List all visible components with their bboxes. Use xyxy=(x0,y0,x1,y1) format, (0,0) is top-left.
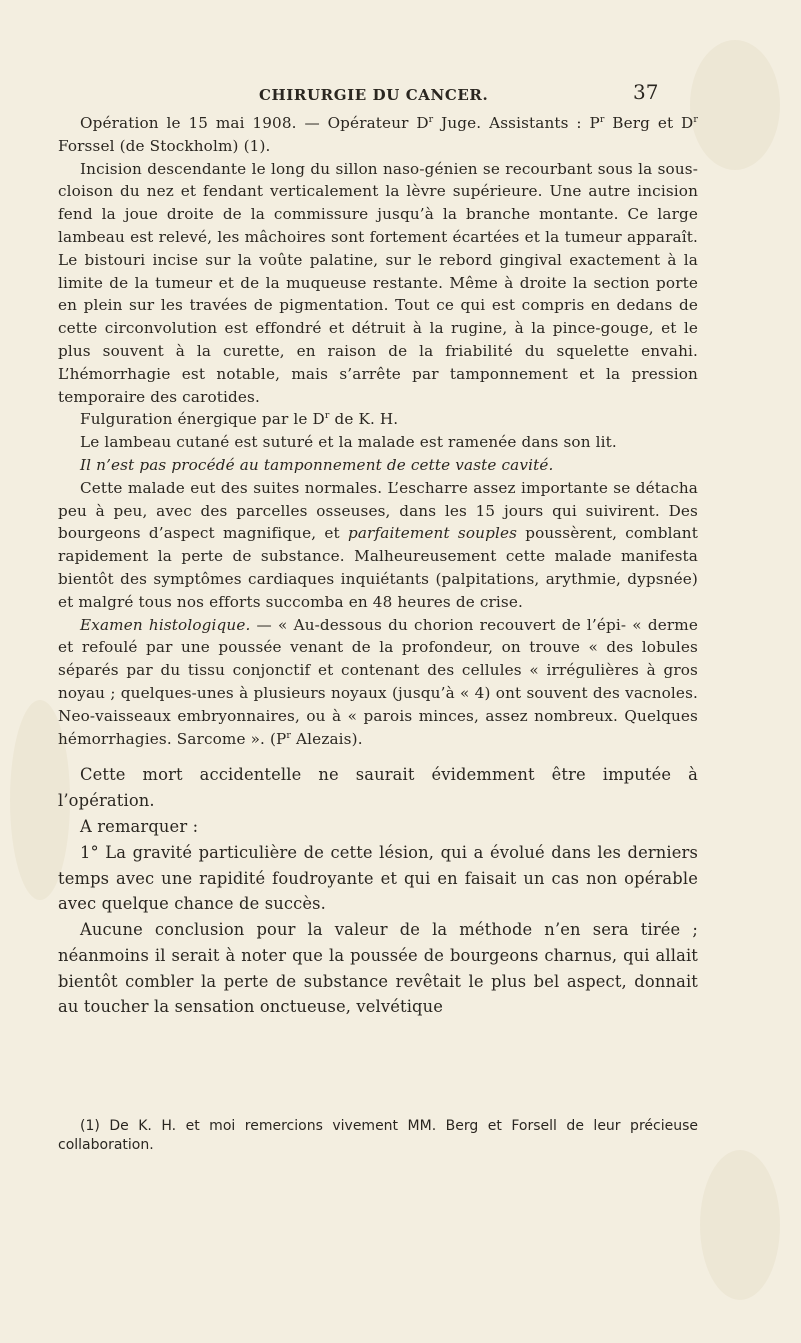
page-number: 37 xyxy=(633,80,659,104)
paragraph-no-tamponnement: Il n’est pas procédé au tamponnement de cette vaste cavité. xyxy=(80,455,554,474)
paragraph-remarquer: A remarquer : xyxy=(80,816,199,836)
paragraph-conclusion: Aucune conclusion pour la valeur de la méthode n’en sera tirée ; néanmoins il serait à noter que la poussée de bourgeons charnus, qui allait bientôt combler la perte de substance revêtait le plus bel aspect, donnait au toucher la sensation onctueuse, velvétique xyxy=(58,920,698,1017)
footnote xyxy=(58,1117,698,1155)
paragraph-histology: Examen histologique. — « Au-dessous du chorion recouvert de l’épi- « derme et refoulé par une poussée venant de la profondeur, on trouve « des lobules séparés par du tissu conjonctif et contenant des cellules « irrégulières à gros noyau ; quelques-unes à plusieurs noyaux (jusqu’à « 4) ont souvent des vacnoles. Neo-vaisseaux embryonnaires, ou à « parois minces, assez nombreux. Quelques hémorrhagies. Sarcome ». ($P^r$ Alezais). xyxy=(58,615,698,748)
paragraph-fulguration: Fulguration énergique par le $D^r$ de K. H. xyxy=(80,410,399,429)
paragraph-mort: Cette mort accidentelle ne saurait évidemment être imputée à l’opération. xyxy=(58,765,698,811)
paragraph-gravite: 1° La gravité particulière de cette lésion, qui a évolué dans les derniers temps avec une rapidité foudroyante et qui en faisait un cas non opérable avec quelque chance de succès. xyxy=(58,842,698,914)
paragraph-suture: Le lambeau cutané est suturé et la malade est ramenée dans son lit. xyxy=(80,433,617,452)
body-text xyxy=(58,112,698,1020)
conclusion-section xyxy=(58,762,698,1020)
paper-stain xyxy=(700,1150,780,1300)
paragraph-operation-date: Opération le 15 mai 1908. — Opérateur $D^r$ Juge. Assistants : $P^r$ Berg et $D^r$ Forssel (de Stockholm) (1). xyxy=(58,113,698,155)
running-head: CHIRURGIE DU CANCER. xyxy=(259,86,489,104)
paragraph-suites: Cette malade eut des suites normales. L’escharre assez importante se détacha peu à peu, avec des parcelles osseuses, dans les 15 jours qui suivirent. Des bourgeons d’aspect magnifique, et parfaitement souples poussèrent, comblant rapidement la perte de substance. Malheureusement cette malade manifesta bientôt des symptômes cardiaques inquiétants (palpitations, arythmie, dypsnée) et malgré tous nos efforts succomba en 48 heures de crise. xyxy=(58,478,698,611)
footnote-1: (1) De K. H. et moi remercions vivement MM. Berg et Forsell de leur précieuse collaboration. xyxy=(58,1118,698,1153)
paragraph-incision: Incision descendante le long du sillon naso-génien se recourbant sous la sous-cloison du nez et fendant verticalement la lèvre supérieure. Une autre incision fend la joue droite de la commissure jusqu’à la branche montante. Ce large lambeau est relevé, les mâchoires sont fortement écartées et la tumeur apparaît. Le bistouri incise sur la voûte palatine, sur le rebord gingival exactement à la limite de la tumeur et de la muqueuse restante. Même à droite la section porte en plein sur les travées de pigmentation. Tout ce qui est compris en dedans de cette circonvolution est effondré et détruit à la rugine, à la pince-gouge, et le plus souvent à la curette, en raison de la friabilité du squelette envahi. L’hémorrhagie est notable, mais s’arrête par tamponnement et la pression temporaire des carotides. xyxy=(58,159,698,406)
page-header xyxy=(0,80,801,110)
